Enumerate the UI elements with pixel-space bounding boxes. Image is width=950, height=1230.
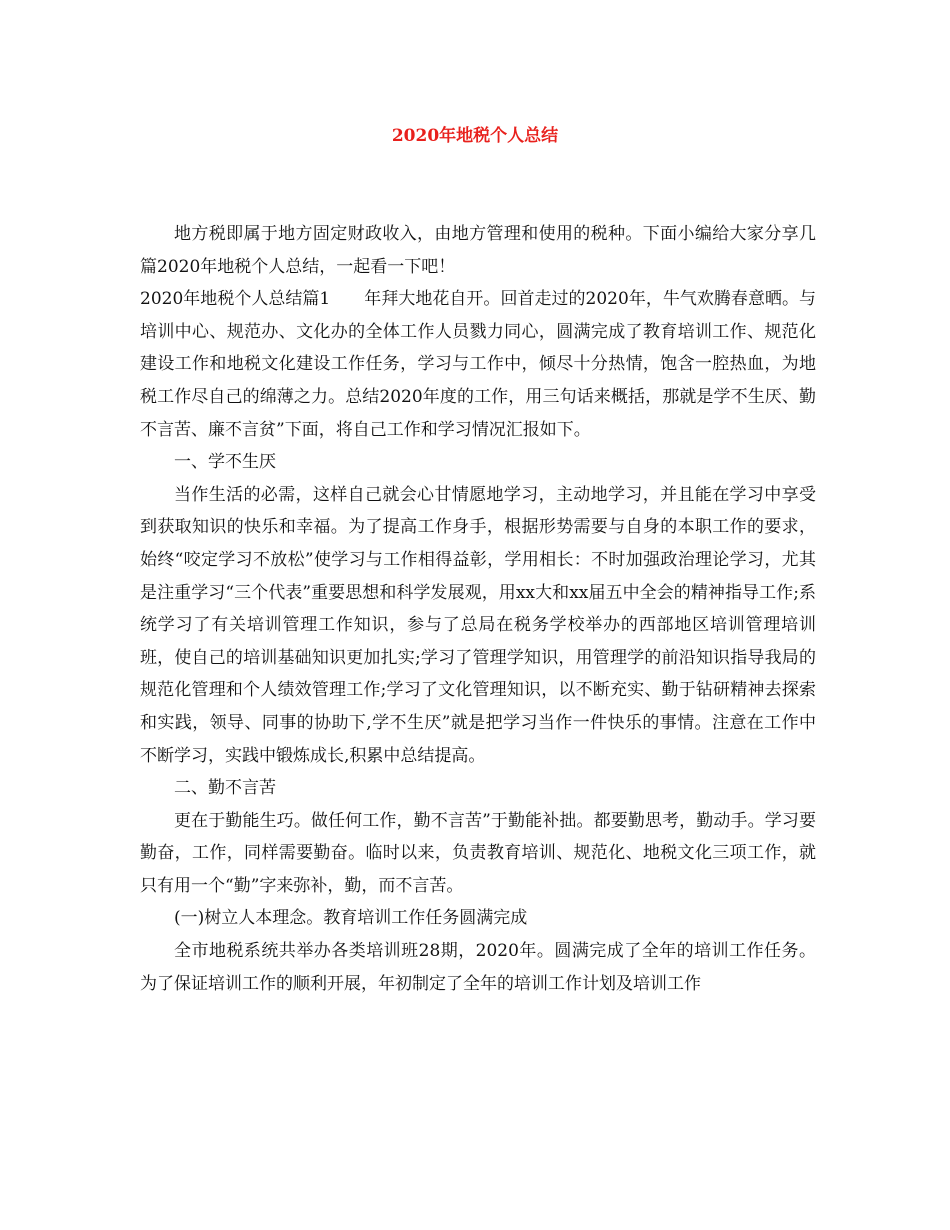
subsection-heading-1: (一)树立人本理念。教育培训工作任务圆满完成 <box>174 908 528 929</box>
document-title: 2020年地税个人总结 <box>391 126 559 146</box>
paragraph-part1-opening: 2020年地税个人总结篇1 年拜大地花自开。回首走过的2020年，牛气欢腾春意晒。与培训中心、规范办、文化办的全体工作人员戮力同心，圆满完成了教育培训工作、规范化建设工作和地税文化建设工作任务，学习与工作中，倾尽十分热情，饱含一腔热血，为地税工作尽自己的绵薄之力。总结2020年度的工作，用三句话来概括，那就是学不生厌、勤不言苦、廉不言贫”下面，将自己工作和学习情况汇报如下。 <box>140 289 816 440</box>
paragraph-intro: 地方税即属于地方固定财政收入，由地方管理和使用的税种。下面小编给大家分享几篇2020年地税个人总结，一起看一下吧！ <box>140 224 816 277</box>
paragraph-section-1: 当作生活的必需，这样自己就会心甘情愿地学习，主动地学习，并且能在学习中享受到获取知识的快乐和幸福。为了提高工作身手，根据形势需要与自身的本职工作的要求，始终“咬定学习不放松”使学习与工作相得益彰，学用相长：不时加强政治理论学习，尤其是注重学习“三个代表”重要思想和科学发展观，用xx大和xx届五中全会的精神指导工作;系统学习了有关培训管理工作知识，参与了总局在税务学校举办的西部地区培训管理培训班，使自己的培训基础知识更加扎实;学习了管理学知识，用管理学的前沿知识指导我局的规范化管理和个人绩效管理工作;学习了文化管理知识，以不断充实、勤于钻研精神去探索和实践，领导、同事的协助下,学不生厌”就是把学习当作一件快乐的事情。注意在工作中不断学习，实践中锻炼成长,积累中总结提高。 <box>140 484 816 766</box>
section-heading-1: 一、学不生厌 <box>174 452 276 473</box>
section-heading-2: 二、勤不言苦 <box>174 778 276 799</box>
paragraph-subsection-1: 全市地税系统共举办各类培训班28期，2020年。圆满完成了全年的培训工作任务。为了保证培训工作的顺利开展，年初制定了全年的培训工作计划及培训工作 <box>140 941 816 994</box>
document-body <box>140 218 816 1000</box>
paragraph-section-2: 更在于勤能生巧。做任何工作，勤不言苦”于勤能补拙。都要勤思考，勤动手。学习要勤奋，工作，同样需要勤奋。临时以来，负责教育培训、规范化、地税文化三项工作，就只有用一个“勤”字来弥补，勤，而不言苦。 <box>140 810 816 896</box>
